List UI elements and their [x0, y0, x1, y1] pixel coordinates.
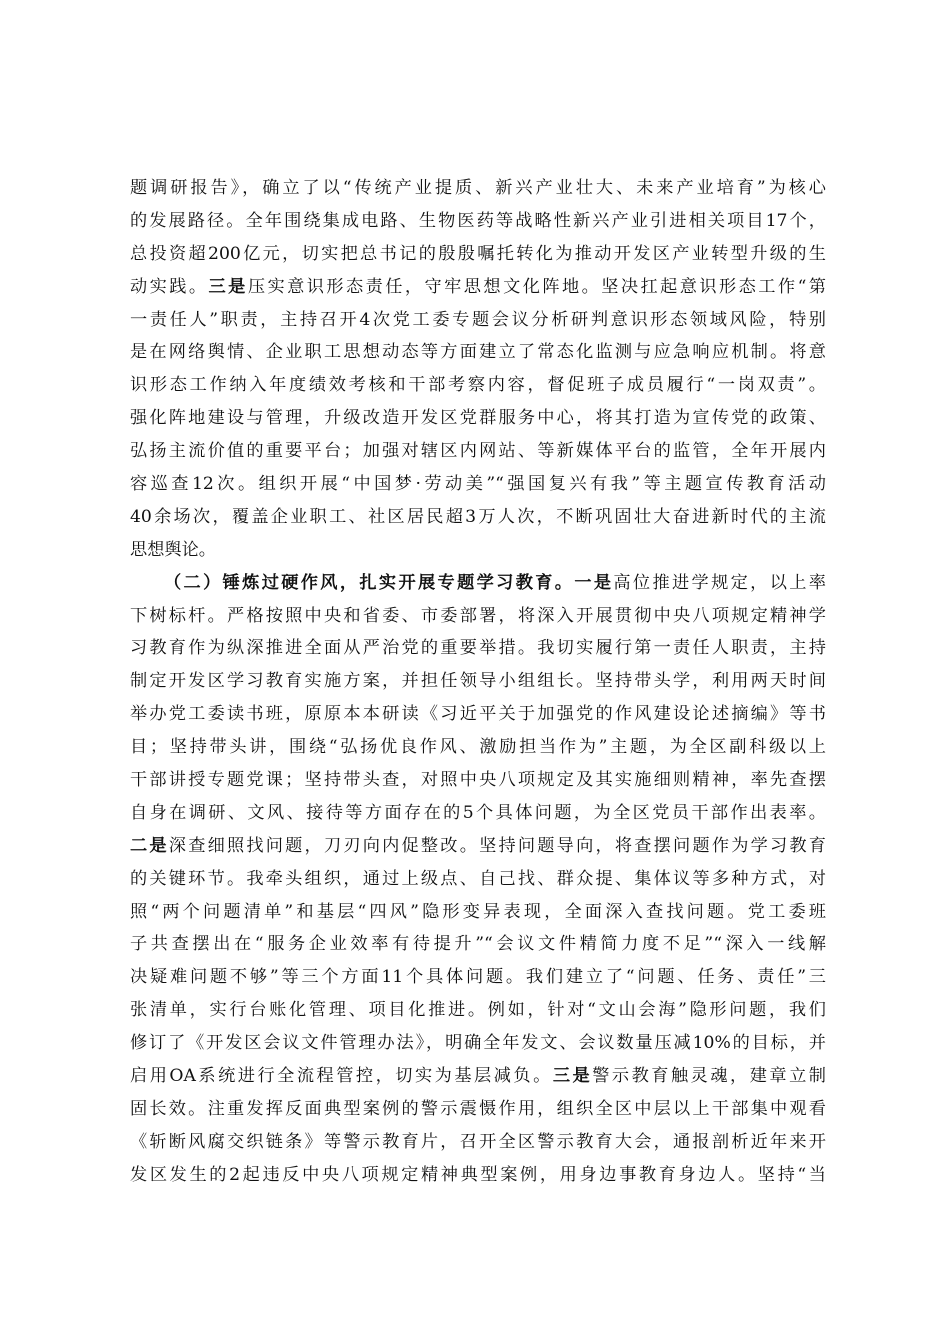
- text-run: 下树标杆。严格按照中央和省委、市委部署，将深入开展贯彻中央八项规定精神学: [130, 605, 826, 626]
- text-run: 目；坚持带头讲，围绕“弘扬优良作风、激励担当作为”主题，为全区副科级以上: [130, 737, 826, 758]
- text-run: 的发展路径。全年围绕集成电路、生物医药等战略性新兴产业引进相关项目17个，: [130, 210, 826, 231]
- text-run: 容巡查12次。组织开展“中国梦·劳动美”“强国复兴有我”等主题宣传教育活动: [130, 474, 826, 495]
- text-line: [130, 369, 826, 402]
- document-body: [130, 172, 826, 1192]
- text-run: 举办党工委读书班，原原本本研读《习近平关于加强党的作风建设论述摘编》等书: [130, 704, 826, 725]
- text-run: 动实践。: [130, 276, 209, 297]
- bold-text-run: （二）锤炼过硬作风，扎实开展专题学习教育。: [164, 572, 575, 593]
- text-line: [130, 205, 826, 238]
- text-run: 强化阵地建设与管理，升级改造开发区党群服务中心，将其打造为宣传党的政策、: [130, 408, 826, 429]
- text-line: [130, 271, 826, 304]
- paragraph: [130, 172, 826, 567]
- text-run: 固长效。注重发挥反面典型案例的警示震慑作用，组织全区中层以上干部集中观看: [130, 1098, 826, 1119]
- text-run: 决疑难问题不够”等三个方面11个具体问题。我们建立了“问题、任务、责任”三: [130, 967, 826, 988]
- text-run: 发区发生的2起违反中央八项规定精神典型案例，用身边事教育身边人。坚持“当: [130, 1164, 826, 1185]
- text-line: [130, 172, 826, 205]
- text-run: 自身在调研、文风、接待等方面存在的5个具体问题，为全区党员干部作出表率。: [130, 802, 826, 823]
- text-line: [130, 928, 826, 961]
- text-run: 总投资超200亿元，切实把总书记的殷殷嘱托转化为推动开发区产业转型升级的生: [130, 243, 826, 264]
- text-run: 思想舆论。: [130, 539, 216, 560]
- text-run: 识形态工作纳入年度绩效考核和干部考察内容，督促班子成员履行“一岗双责”。: [130, 375, 826, 396]
- bold-text-run: 三是: [552, 1066, 593, 1087]
- bold-text-run: 三是: [208, 276, 248, 297]
- text-line: [130, 1159, 826, 1192]
- text-line: [130, 1093, 826, 1126]
- text-run: 启用OA系统进行全流程管控，切实为基层减负。: [130, 1066, 553, 1087]
- text-line: [130, 863, 826, 896]
- text-run: 高位推进学规定，以上率: [613, 572, 826, 593]
- text-line: [130, 435, 826, 468]
- text-line: [130, 501, 826, 534]
- text-line: [130, 1126, 826, 1159]
- text-run: 照“两个问题清单”和基层“四风”隐形变异表现，全面深入查找问题。党工委班: [130, 901, 826, 922]
- text-line: [130, 336, 826, 369]
- bold-text-run: 二是: [130, 835, 169, 856]
- text-run: 压实意识形态责任，守牢思想文化阵地。坚决扛起意识形态工作“第: [247, 276, 826, 297]
- text-line: [130, 1060, 826, 1093]
- text-run: 子共查摆出在“服务企业效率有待提升”“会议文件精简力度不足”“深入一线解: [130, 934, 826, 955]
- text-line: [130, 830, 826, 863]
- text-line: [130, 567, 826, 600]
- text-line: [130, 994, 826, 1027]
- text-run: 张清单，实行台账化管理、项目化推进。例如，针对“文山会海”隐形问题，我们: [130, 1000, 826, 1021]
- text-line: [130, 731, 826, 764]
- text-run: 习教育作为纵深推进全面从严治党的重要举措。我切实履行第一责任人职责，主持: [130, 638, 826, 659]
- text-line: [130, 402, 826, 435]
- text-line: [130, 896, 826, 929]
- text-run: 制定开发区学习教育实施方案，并担任领导小组组长。坚持带头学，利用两天时间: [130, 671, 826, 692]
- text-run: 警示教育触灵魂，建章立制: [592, 1066, 826, 1087]
- text-line: [130, 961, 826, 994]
- text-line: [130, 238, 826, 271]
- text-line: [130, 698, 826, 731]
- text-run: 40余场次，覆盖企业职工、社区居民超3万人次，不断巩固壮大奋进新时代的主流: [130, 506, 826, 527]
- text-run: 题调研报告》，确立了以“传统产业提质、新兴产业壮大、未来产业培育”为核心: [130, 178, 826, 198]
- text-line: [130, 1027, 826, 1060]
- text-run: 《斩断风腐交织链条》等警示教育片，召开全区警示教育大会，通报剖析近年来开: [130, 1131, 826, 1152]
- text-run: 干部讲授专题党课；坚持带头查，对照中央八项规定及其实施细则精神，率先查摆: [130, 770, 826, 791]
- text-line: [130, 304, 826, 337]
- text-run: 深查细照找问题，刀刃向内促整改。坚持问题导向，将查摆问题作为学习教育: [168, 835, 826, 856]
- paragraph: [130, 567, 826, 1192]
- text-line: [130, 764, 826, 797]
- text-line: [130, 534, 826, 567]
- text-run: 是在网络舆情、企业职工思想动态等方面建立了常态化监测与应急响应机制。将意: [130, 342, 826, 363]
- text-line: [130, 468, 826, 501]
- text-run: 一责任人”职责，主持召开4次党工委专题会议分析研判意识形态领域风险，特别: [130, 309, 826, 330]
- text-line: [130, 797, 826, 830]
- text-line: [130, 600, 826, 633]
- text-run: 修订了《开发区会议文件管理办法》，明确全年发文、会议数量压减10%的目标，并: [130, 1033, 826, 1054]
- bold-text-run: 一是: [574, 572, 614, 593]
- text-run: 弘扬主流价值的重要平台；加强对辖区内网站、等新媒体平台的监管，全年开展内: [130, 441, 826, 462]
- text-line: [130, 665, 826, 698]
- text-run: 的关键环节。我牵头组织，通过上级点、自己找、群众提、集体议等多种方式，对: [130, 868, 826, 889]
- text-line: [130, 632, 826, 665]
